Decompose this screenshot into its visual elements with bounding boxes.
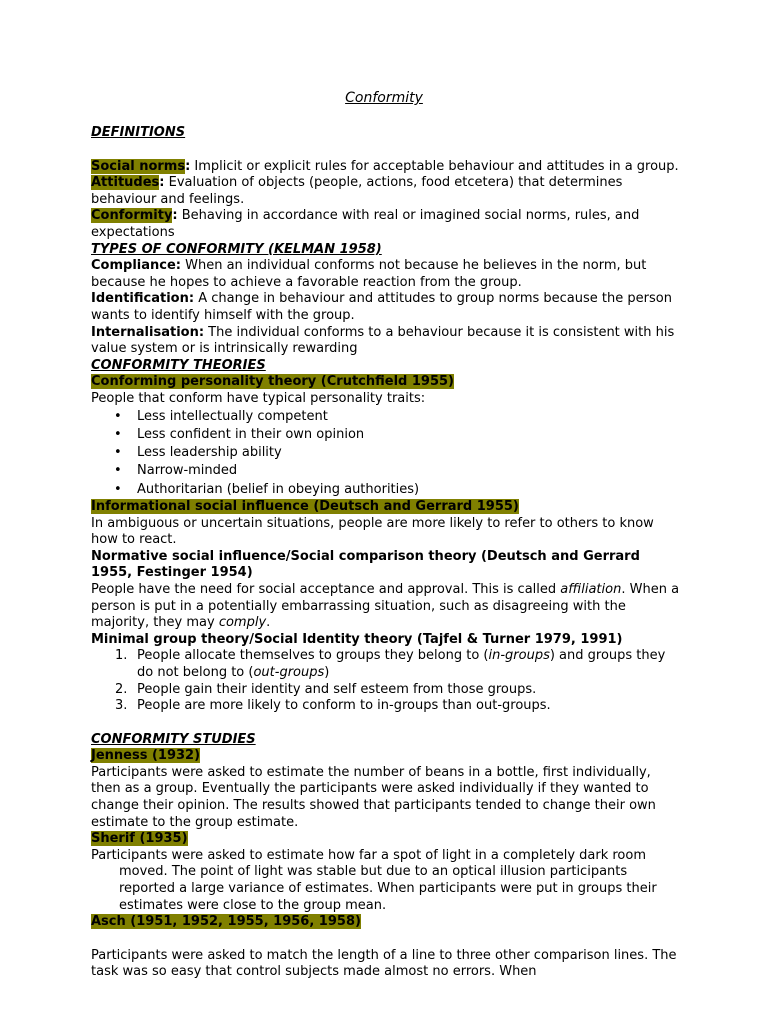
type-compliance: Compliance: When an individual conforms not because he believes in the norm, but because he hopes to achieve a favorable reaction from the group. xyxy=(91,258,647,290)
type-internalisation: Internalisation: The individual conforms to a behaviour because it is consistent with his value system or is intrinsically rewarding xyxy=(91,324,675,357)
definition-social-norms: Social norms: Implicit or explicit rules for acceptable behaviour and attitudes in a group. xyxy=(91,158,679,174)
normative-influence-text: People have the need for social acceptance and approval. This is called affiliation. When a person is put in a potentially embarrassing situation, such as disagreeing with the majority, they may comply. xyxy=(91,581,680,631)
document-body xyxy=(91,125,683,981)
list-item: 2. People gain their identity and self esteem from those groups. xyxy=(115,681,537,697)
theories-heading: CONFORMITY THEORIES xyxy=(91,357,266,373)
list-item: • Less leadership ability xyxy=(137,444,683,462)
minimal-group-list xyxy=(91,648,683,714)
definition-attitudes: Attitudes: Evaluation of objects (people, actions, food etcetera) that determines behaviour and feelings. xyxy=(91,175,623,207)
sherif-title: Sherif (1935) xyxy=(91,831,188,847)
minimal-group-title: Minimal group theory/Social Identity theory (Tajfel & Turner 1979, 1991) xyxy=(91,631,623,647)
type-identification: Identification: A change in behaviour and attitudes to group norms because the person wants to identify himself with the group. xyxy=(91,291,672,323)
normative-influence-title: Normative social influence/Social comparison theory (Deutsch and Gerrard 1955, Festinger 1954) xyxy=(91,548,640,581)
definition-conformity: Conformity: Behaving in accordance with real or imagined social norms, rules, and expectations xyxy=(91,208,640,240)
jenness-title: Jenness (1932) xyxy=(91,748,201,764)
list-item: • Authoritarian (belief in obeying authorities) xyxy=(137,481,683,499)
personality-traits-list xyxy=(91,408,683,499)
list-item: • Less confident in their own opinion xyxy=(137,426,683,444)
page-title: Conformity xyxy=(345,90,423,106)
personality-theory-intro: People that conform have typical personality traits: xyxy=(91,390,426,406)
list-item: 1. People allocate themselves to groups they belong to (in-groups) and groups they do not belong to (out-groups) xyxy=(115,648,666,680)
sherif-text: Participants were asked to estimate how far a spot of light in a completely dark room moved. The point of light was stable but due to an optical illusion participants reported a large variance of estimates. When participants were put in groups their estimates were close to the group mean. xyxy=(91,847,657,913)
asch-title: Asch (1951, 1952, 1955, 1956, 1958) xyxy=(91,914,361,930)
list-item: • Narrow-minded xyxy=(137,462,683,480)
personality-theory-title: Conforming personality theory (Crutchfield 1955) xyxy=(91,374,454,390)
informational-influence-title: Informational social influence (Deutsch and Gerrard 1955) xyxy=(91,498,519,514)
studies-heading: CONFORMITY STUDIES xyxy=(91,731,256,747)
jenness-text: Participants were asked to estimate the number of beans in a bottle, first individually, then as a group. Eventually the participants were asked individually if they wanted to change their opinion. The results showed that participants tended to change their own estimate to the group estimate. xyxy=(91,764,656,830)
definitions-heading: DEFINITIONS xyxy=(91,125,186,140)
asch-text: Participants were asked to match the length of a line to three other comparison lines. The task was so easy that control subjects made almost no errors. When xyxy=(91,947,677,980)
list-item: 3. People are more likely to conform to in-groups than out-groups. xyxy=(115,698,551,714)
types-heading: TYPES OF CONFORMITY (KELMAN 1958) xyxy=(91,241,382,257)
list-item: • Less intellectually competent xyxy=(137,408,683,426)
informational-influence-text: In ambiguous or uncertain situations, people are more likely to refer to others to know how to react. xyxy=(91,515,654,548)
